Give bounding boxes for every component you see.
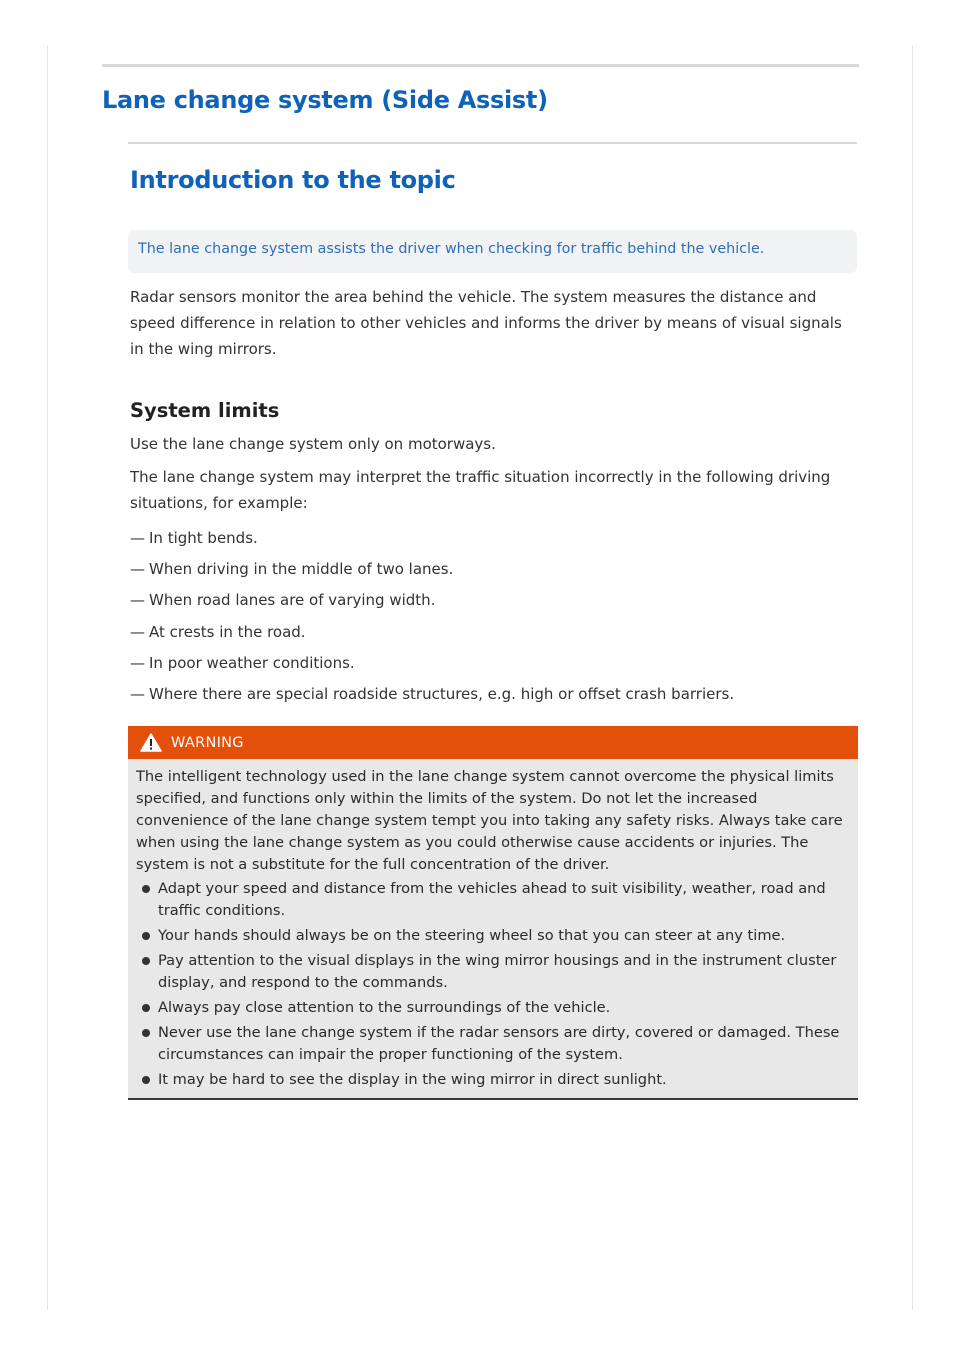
list-item-text: At crests in the road. [149,622,306,641]
dash-marker: — [130,653,145,672]
intro-box [128,230,857,273]
warning-text: The intelligent technology used in the lane change system cannot overcome the physical limits specified, and functions only within the limits of the system. Do not let the increased convenience of the lane change system tempt you into taking any safety risks. Always take care when using the lane change system as you could otherwise cause accidents or injuries. The system is not a substitute for the full concentration of the driver. [136,768,843,873]
list-item [136,997,854,1019]
bullet-dot-icon [142,932,150,940]
list-item [130,587,734,618]
page-title: Lane change system (Side Assist) [102,86,548,114]
dash-marker: — [130,622,145,641]
page-margin-line-right [912,45,913,1310]
list-item [136,950,854,994]
bullet-text: Never use the lane change system if the radar sensors are dirty, covered or damaged. These circumstances can impair the proper functioning of the system. [158,1024,840,1063]
warning-box [128,726,858,1100]
page-margin-line-left [47,45,48,1310]
intro-text: The lane change system assists the driver when checking for traffic behind the vehicle. [138,241,765,257]
section-title: Introduction to the topic [130,166,456,194]
system-limits-heading: System limits [130,399,280,422]
bullet-text: Always pay close attention to the surroundings of the vehicle. [158,999,611,1016]
warning-triangle-icon [140,733,162,752]
dash-marker: — [130,529,145,547]
dash-marker: — [130,591,145,610]
list-item [130,556,734,587]
top-divider [102,64,859,67]
bullet-dot-icon [142,957,150,965]
bullet-text: Your hands should always be on the steering wheel so that you can steer at any time. [158,927,786,944]
list-item-text: In tight bends. [149,529,258,547]
list-item [130,681,734,712]
warning-bullet-list [136,878,854,1094]
dash-marker: — [130,684,145,703]
list-item [130,525,734,556]
list-item [130,619,734,650]
bullet-dot-icon [142,1076,150,1084]
system-limits-line2: The lane change system may interpret the traffic situation incorrectly in the following driving situations, for example: [130,468,831,512]
list-item [136,1022,854,1066]
list-item [136,925,854,947]
list-item [136,878,854,922]
list-item [130,650,734,681]
section-divider [128,142,857,144]
list-item [136,1069,854,1091]
warning-header [128,726,858,759]
bullet-text: Adapt your speed and distance from the vehicles ahead to suit visibility, weather, road and traffic conditions. [158,880,826,919]
bullet-dot-icon [142,1004,150,1012]
bullet-text: Pay attention to the visual displays in the wing mirror housings and in the instrument cluster display, and respond to the commands. [158,952,837,991]
list-item-text: When driving in the middle of two lanes. [149,560,454,579]
list-item-text: In poor weather conditions. [149,653,355,672]
list-item-text: Where there are special roadside structures, e.g. high or offset crash barriers. [149,684,735,703]
bullet-text: It may be hard to see the display in the wing mirror in direct sunlight. [158,1071,667,1088]
warning-title: WARNING [171,734,244,751]
bullet-dot-icon [142,1029,150,1037]
bullet-dot-icon [142,885,150,893]
system-limits-line1: Use the lane change system only on motorways. [130,435,496,453]
list-item-text: When road lanes are of varying width. [149,591,436,610]
driving-situations-list [130,525,734,712]
dash-marker: — [130,560,145,579]
description-paragraph: Radar sensors monitor the area behind the vehicle. The system measures the distance and speed difference in relation to other vehicles and informs the driver by means of visual signals in the wing mirrors. [130,288,842,358]
